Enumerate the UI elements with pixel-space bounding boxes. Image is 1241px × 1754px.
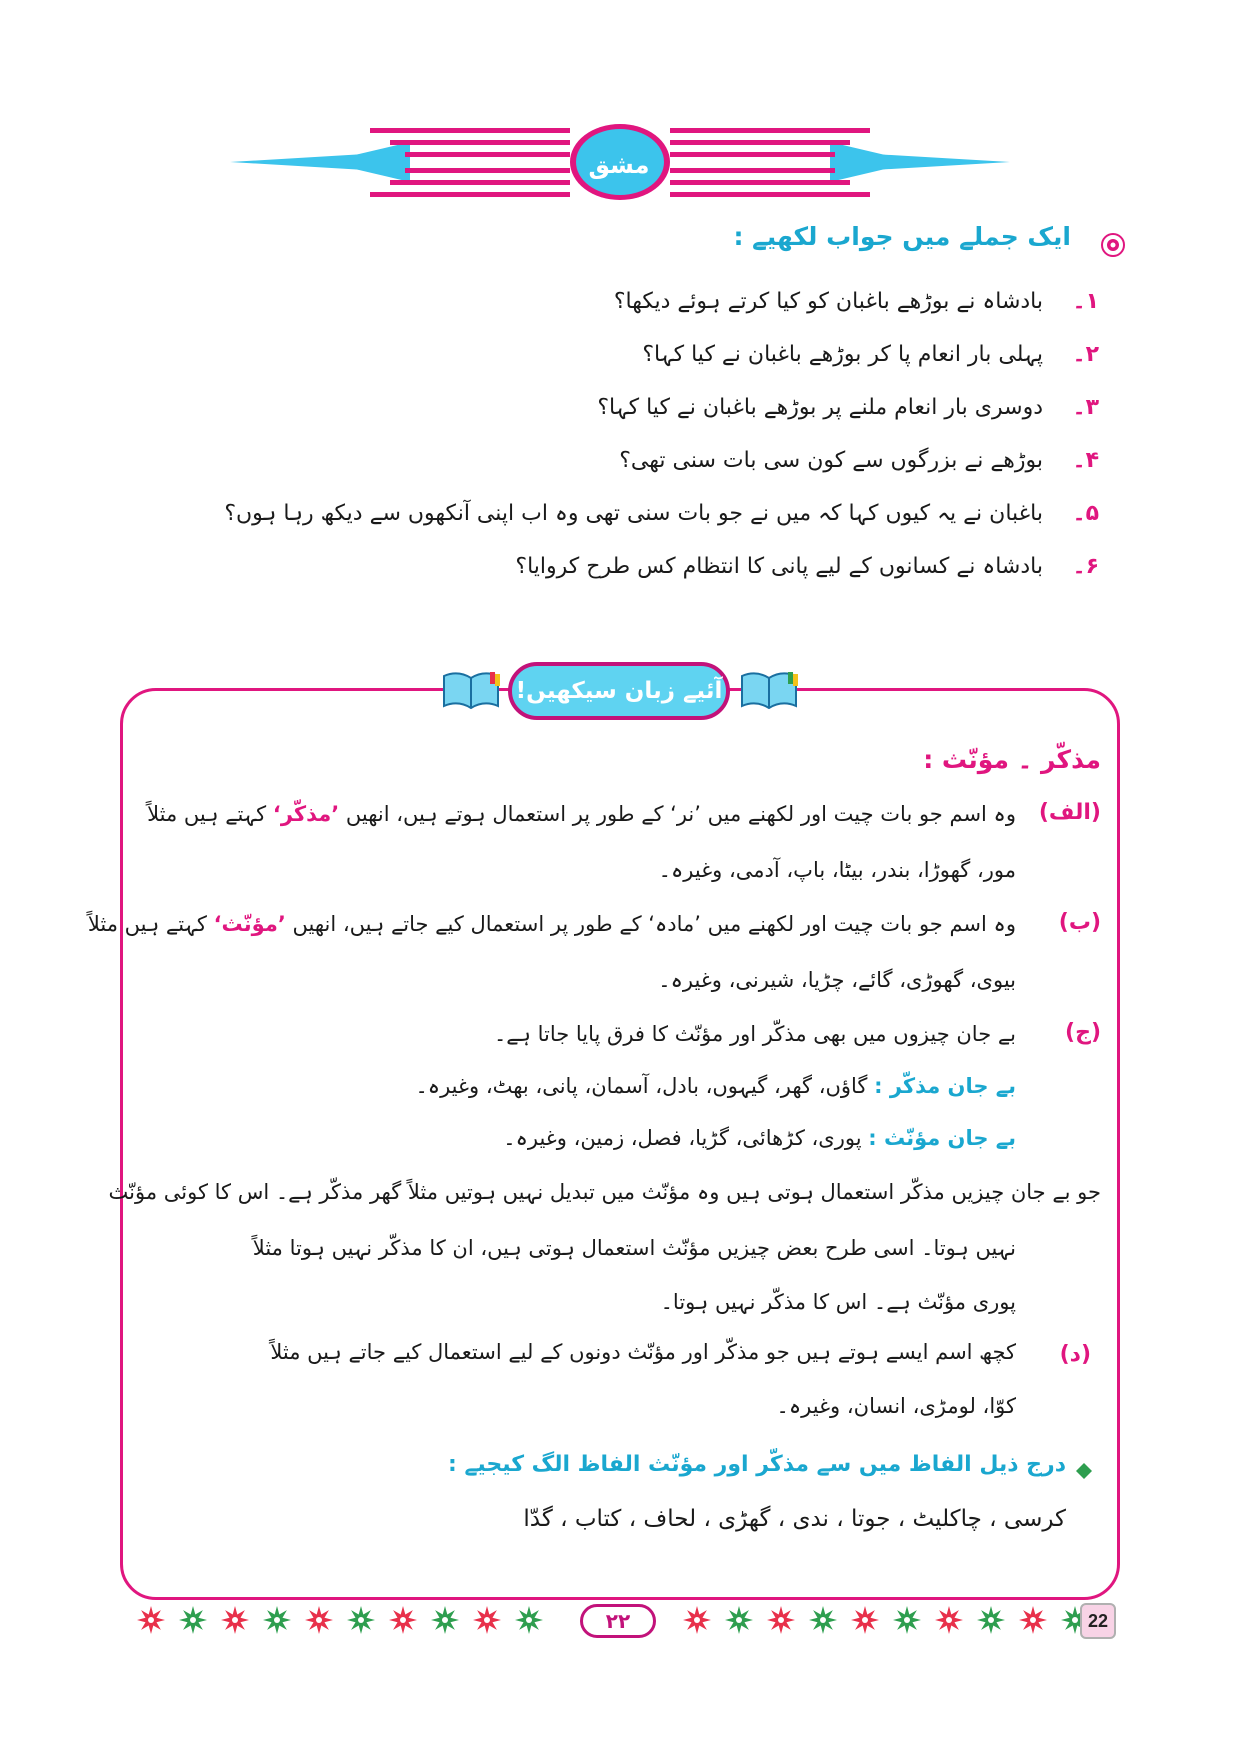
ornament-star	[389, 1606, 417, 1634]
ornament-star	[683, 1606, 711, 1634]
inanimate-masculine: بے جان مذکّر : گاؤں، گھر، گیہوں، بادل، آسمان، پانی، بھٹ، وغیرہ۔	[415, 1074, 1016, 1098]
item-label-jeem: (ج)	[1065, 1020, 1101, 1045]
ornament-star	[179, 1606, 207, 1634]
question-item: ۱۔ بادشاہ نے بوڑھے باغبان کو کیا کرتے ہوئے دیکھا؟	[613, 288, 1099, 314]
ornament-star	[809, 1606, 837, 1634]
ornament-star	[977, 1606, 1005, 1634]
flower-bullet-icon	[1100, 232, 1126, 258]
jeem-paragraph: جو بے جان چیزیں مذکّر استعمال ہوتی ہیں وہ مؤنّث میں تبدیل نہیں ہوتیں مثلاً گھر مذکّر ہے۔ اس کا کوئی مؤنّث	[108, 1180, 1101, 1204]
page-title: مشق	[588, 151, 650, 179]
question-item: ۳۔ دوسری بار انعام ملنے پر بوڑھے باغبان نے کیا کہا؟	[597, 394, 1099, 420]
bay-definition: وہ اسم جو بات چیت اور لکھنے میں ’مادہ‘ کے طور پر استعمال کیے جاتے ہیں، انھیں ’مؤنّث‘ کہتے ہیں مثلاً	[87, 912, 1016, 936]
ornament-star	[935, 1606, 963, 1634]
open-book-icon	[738, 668, 800, 712]
item-label-daal: (د)	[1059, 1342, 1091, 1367]
gender-heading: مذکّر ۔ مؤنّث :	[923, 745, 1101, 774]
question-item: ۵۔ باغبان نے یہ کیوں کہا کہ میں نے جو بات سنی تھی وہ اب اپنی آنکھوں سے دیکھ رہا ہوں؟	[224, 500, 1099, 526]
jeem-paragraph: نہیں ہوتا۔ اسی طرح بعض چیزیں مؤنّث استعمال ہوتی ہیں، ان کا مذکّر نہیں ہوتا مثلاً	[252, 1236, 1016, 1260]
daal-definition: کچھ اسم ایسے ہوتے ہیں جو مذکّر اور مؤنّث دونوں کے لیے استعمال کیے جاتے ہیں مثلاً	[270, 1340, 1016, 1364]
ornament-star	[431, 1606, 459, 1634]
bay-examples: بیوی، گھوڑی، گائے، چڑیا، شیرنی، وغیرہ۔	[658, 968, 1016, 992]
ornament-star	[767, 1606, 795, 1634]
lesson-banner: آئیے زبان سیکھیں!	[508, 662, 730, 720]
ornament-star	[473, 1606, 501, 1634]
open-book-icon	[440, 668, 502, 712]
alif-definition: وہ اسم جو بات چیت اور لکھنے میں ’نر‘ کے طور پر استعمال ہوتے ہیں، انھیں ’مذکّر‘ کہتے ہیں مثلاً	[147, 802, 1016, 826]
ornament-star	[515, 1606, 543, 1634]
daal-examples: کوّا، لومڑی، انسان، وغیرہ۔	[776, 1394, 1016, 1418]
ornament-star	[725, 1606, 753, 1634]
page-number-urdu: ۲۲	[580, 1604, 656, 1638]
ornament-star	[305, 1606, 333, 1634]
section-heading: ایک جملے میں جواب لکھیے :	[733, 222, 1071, 251]
alif-examples: مور، گھوڑا، بندر، بیٹا، باپ، آدمی، وغیرہ۔	[658, 858, 1016, 882]
ornament-star	[137, 1606, 165, 1634]
inanimate-feminine: بے جان مؤنّث : پوری، کڑھائی، گڑیا، فصل، زمین، وغیرہ۔	[503, 1126, 1016, 1150]
ornament-star	[221, 1606, 249, 1634]
ornament-star	[893, 1606, 921, 1634]
ornament-star	[1019, 1606, 1047, 1634]
ornament-star	[851, 1606, 879, 1634]
question-item: ۲۔ پہلی بار انعام پا کر بوڑھے باغبان نے کیا کہا؟	[642, 341, 1099, 367]
diamond-bullet-icon	[1075, 1462, 1093, 1480]
jeem-intro: بے جان چیزوں میں بھی مذکّر اور مؤنّث کا فرق پایا جاتا ہے۔	[494, 1022, 1016, 1046]
ornament-star	[263, 1606, 291, 1634]
item-label-alif: (الف)	[1038, 800, 1101, 825]
page-number: 22	[1080, 1603, 1116, 1639]
question-item: ۴۔ بوڑھے نے بزرگوں سے کون سی بات سنی تھی؟	[619, 447, 1099, 473]
question-item: ۶۔ بادشاہ نے کسانوں کے لیے پانی کا انتظام کس طرح کروایا؟	[515, 553, 1099, 579]
exercise-words: کرسی ، چاکلیٹ ، جوتا ، ندی ، گھڑی ، لحاف ، کتاب ، گدّا	[523, 1506, 1066, 1532]
jeem-paragraph: پوری مؤنّث ہے۔ اس کا مذکّر نہیں ہوتا۔	[660, 1290, 1016, 1314]
item-label-bay: (ب)	[1058, 910, 1101, 935]
ornament-star	[347, 1606, 375, 1634]
exercise-heading: درج ذیل الفاظ میں سے مذکّر اور مؤنّث الفاظ الگ کیجیے :	[448, 1452, 1066, 1477]
